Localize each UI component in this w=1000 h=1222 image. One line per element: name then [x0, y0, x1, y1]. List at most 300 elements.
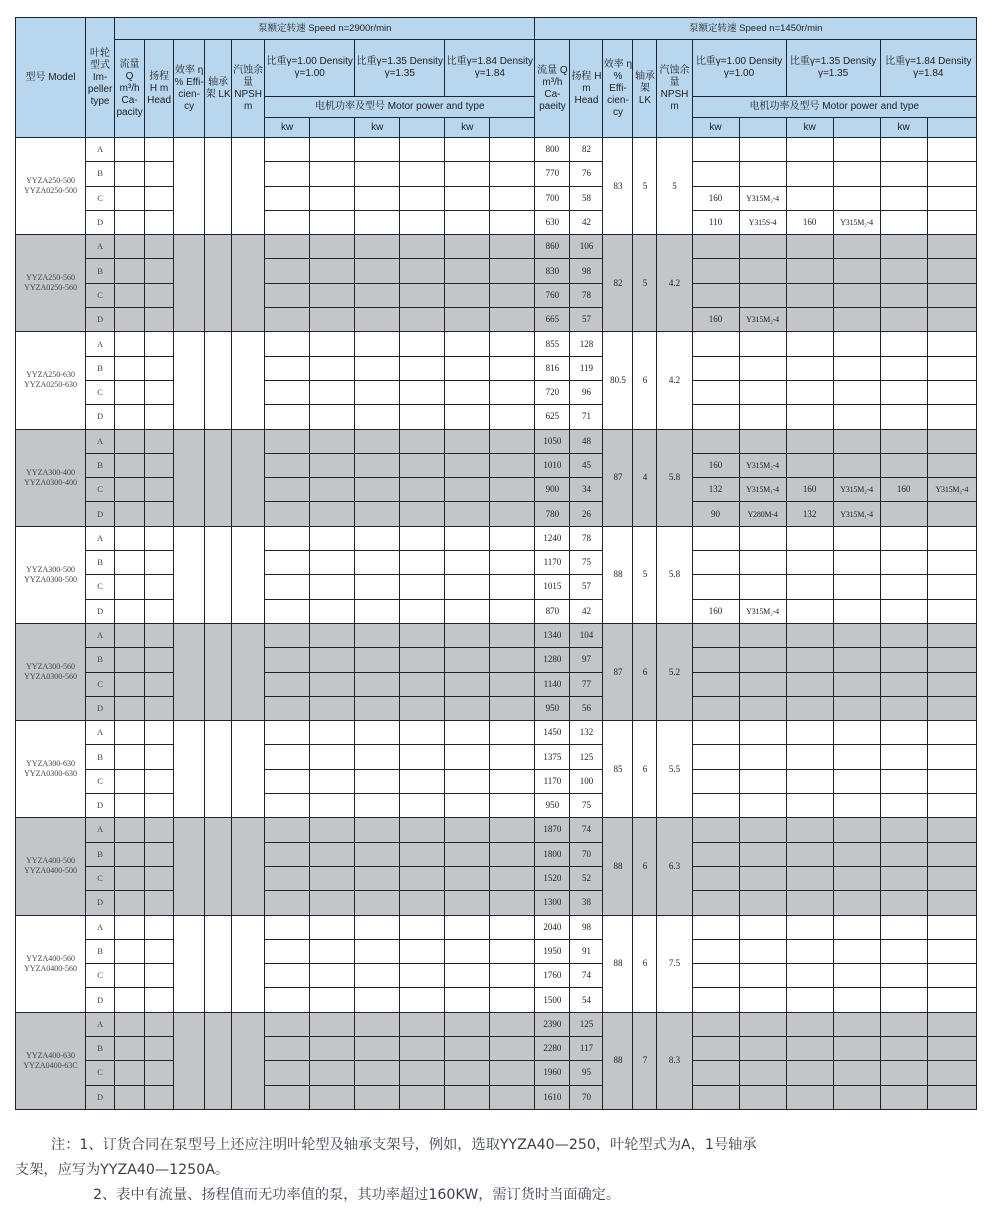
motor-2900-cell: [400, 939, 445, 963]
motor-2900-cell: [490, 769, 535, 793]
head-2900-cell: [145, 186, 174, 210]
capacity-1450-cell: 1170: [535, 551, 570, 575]
motor-2900-cell: [310, 599, 355, 623]
impeller-cell: A: [86, 235, 115, 259]
motor-kw-1450-cell: [880, 1012, 927, 1036]
motor-2900-cell: [310, 672, 355, 696]
impeller-cell: B: [86, 745, 115, 769]
header-density-184-1450: 比重γ=1.84 Density γ=1.84: [880, 40, 976, 97]
motor-2900-cell: [445, 1012, 490, 1036]
capacity-2900-cell: [115, 308, 145, 332]
head-1450-cell: 106: [570, 235, 603, 259]
motor-kw-1450-cell: [786, 721, 833, 745]
capacity-2900-cell: [115, 283, 145, 307]
motor-2900-cell: [445, 842, 490, 866]
motor-2900-cell: [310, 964, 355, 988]
efficiency-2900-cell: [174, 235, 205, 332]
motor-2900-cell: [445, 235, 490, 259]
motor-type-1450-cell: [739, 939, 786, 963]
capacity-2900-cell: [115, 988, 145, 1012]
motor-2900-cell: [310, 380, 355, 404]
head-2900-cell: [145, 259, 174, 283]
motor-kw-1450-cell: [786, 794, 833, 818]
bearing-2900-cell: [205, 526, 232, 623]
head-2900-cell: [145, 672, 174, 696]
motor-2900-cell: [490, 1036, 535, 1060]
motor-2900-cell: [310, 1085, 355, 1109]
motor-2900-cell: [400, 794, 445, 818]
motor-2900-cell: [400, 502, 445, 526]
motor-type-1450-cell: [927, 1085, 976, 1109]
capacity-2900-cell: [115, 429, 145, 453]
motor-2900-cell: [490, 672, 535, 696]
head-2900-cell: [145, 210, 174, 234]
bearing-1450-cell: 5: [633, 235, 657, 332]
motor-kw-1450-cell: [786, 405, 833, 429]
motor-2900-cell: [310, 988, 355, 1012]
npsh-1450-cell: 5.2: [657, 623, 692, 720]
efficiency-1450-cell: 88: [603, 915, 633, 1012]
motor-2900-cell: [400, 1012, 445, 1036]
motor-2900-cell: [445, 818, 490, 842]
impeller-cell: B: [86, 551, 115, 575]
motor-2900-cell: [445, 551, 490, 575]
motor-2900-cell: [400, 186, 445, 210]
motor-2900-cell: [265, 721, 310, 745]
motor-kw-1450-cell: [880, 794, 927, 818]
impeller-cell: C: [86, 283, 115, 307]
motor-2900-cell: [265, 526, 310, 550]
motor-2900-cell: [265, 502, 310, 526]
capacity-1450-cell: 625: [535, 405, 570, 429]
motor-2900-cell: [310, 138, 355, 162]
motor-type-1450-cell: [739, 745, 786, 769]
capacity-1450-cell: 1960: [535, 1061, 570, 1085]
motor-type-1450-cell: [927, 939, 976, 963]
capacity-2900-cell: [115, 623, 145, 647]
model-cell: YYZA300-560 YYZA0300-560: [16, 623, 86, 720]
motor-kw-1450-cell: [786, 915, 833, 939]
motor-type-1450-cell: [927, 915, 976, 939]
motor-type-1450-cell: [833, 162, 880, 186]
motor-2900-cell: [265, 405, 310, 429]
impeller-cell: A: [86, 526, 115, 550]
head-1450-cell: 100: [570, 769, 603, 793]
motor-type-1450-cell: [739, 1036, 786, 1060]
motor-2900-cell: [490, 551, 535, 575]
motor-kw-1450-cell: [692, 672, 739, 696]
capacity-2900-cell: [115, 405, 145, 429]
efficiency-2900-cell: [174, 915, 205, 1012]
motor-2900-cell: [355, 939, 400, 963]
motor-2900-cell: [490, 429, 535, 453]
motor-2900-cell: [445, 672, 490, 696]
motor-2900-cell: [310, 259, 355, 283]
motor-kw-1450-cell: [786, 283, 833, 307]
motor-2900-cell: [400, 526, 445, 550]
motor-2900-cell: [400, 162, 445, 186]
motor-2900-cell: [490, 696, 535, 720]
motor-2900-cell: [265, 648, 310, 672]
motor-2900-cell: [490, 210, 535, 234]
motor-kw-1450-cell: [692, 721, 739, 745]
motor-2900-cell: [265, 891, 310, 915]
motor-type-1450-cell: [927, 1012, 976, 1036]
header-density-135-2900: 比重γ=1.35 Density γ=1.35: [355, 40, 445, 97]
head-2900-cell: [145, 745, 174, 769]
head-2900-cell: [145, 308, 174, 332]
head-2900-cell: [145, 939, 174, 963]
motor-type-1450-cell: Y315M₂-4: [927, 478, 976, 502]
head-1450-cell: 71: [570, 405, 603, 429]
motor-type-1450-cell: [833, 745, 880, 769]
impeller-cell: A: [86, 721, 115, 745]
npsh-2900-cell: [232, 235, 265, 332]
table-row: [16, 721, 977, 745]
motor-kw-1450-cell: [880, 964, 927, 988]
motor-2900-cell: [310, 1061, 355, 1085]
capacity-1450-cell: 1050: [535, 429, 570, 453]
capacity-2900-cell: [115, 210, 145, 234]
motor-kw-1450-cell: [692, 356, 739, 380]
capacity-1450-cell: 950: [535, 794, 570, 818]
motor-2900-cell: [265, 842, 310, 866]
motor-type-1450-cell: [739, 380, 786, 404]
motor-type-1450-cell: [927, 696, 976, 720]
capacity-2900-cell: [115, 1061, 145, 1085]
motor-kw-1450-cell: [692, 818, 739, 842]
motor-2900-cell: [310, 818, 355, 842]
header-type-blank: [739, 118, 786, 138]
capacity-1450-cell: 1280: [535, 648, 570, 672]
model-cell: YYZA400-630 YYZA0400-63C: [16, 1012, 86, 1109]
head-2900-cell: [145, 235, 174, 259]
motor-type-1450-cell: [739, 794, 786, 818]
motor-2900-cell: [445, 356, 490, 380]
motor-type-1450-cell: [833, 235, 880, 259]
motor-type-1450-cell: [739, 1085, 786, 1109]
motor-kw-1450-cell: [692, 623, 739, 647]
motor-type-1450-cell: [833, 939, 880, 963]
head-1450-cell: 58: [570, 186, 603, 210]
motor-kw-1450-cell: [880, 162, 927, 186]
motor-type-1450-cell: [739, 332, 786, 356]
model-cell: YYZA300-630 YYZA0300-630: [16, 721, 86, 818]
motor-2900-cell: [355, 915, 400, 939]
motor-2900-cell: [310, 794, 355, 818]
motor-type-1450-cell: [833, 405, 880, 429]
motor-2900-cell: [400, 138, 445, 162]
impeller-cell: C: [86, 186, 115, 210]
motor-2900-cell: [310, 283, 355, 307]
head-1450-cell: 42: [570, 210, 603, 234]
table-row: [16, 769, 977, 793]
motor-2900-cell: [490, 915, 535, 939]
table-row: [16, 648, 977, 672]
head-1450-cell: 91: [570, 939, 603, 963]
capacity-1450-cell: 770: [535, 162, 570, 186]
motor-2900-cell: [445, 915, 490, 939]
model-cell: YYZA400-500 YYZA0400-500: [16, 818, 86, 915]
motor-2900-cell: [400, 988, 445, 1012]
motor-2900-cell: [445, 405, 490, 429]
table-body: [16, 138, 977, 1110]
table-row: [16, 162, 977, 186]
header-kw-2900-2: kw: [355, 118, 400, 138]
capacity-2900-cell: [115, 380, 145, 404]
head-1450-cell: 97: [570, 648, 603, 672]
capacity-1450-cell: 1520: [535, 866, 570, 890]
motor-2900-cell: [310, 526, 355, 550]
motor-type-1450-cell: Y315M₂-4: [739, 186, 786, 210]
motor-2900-cell: [265, 964, 310, 988]
motor-kw-1450-cell: [880, 915, 927, 939]
motor-kw-1450-cell: [786, 939, 833, 963]
header-kw-2900-3: kw: [445, 118, 490, 138]
motor-type-1450-cell: [739, 235, 786, 259]
motor-type-1450-cell: [833, 356, 880, 380]
efficiency-2900-cell: [174, 138, 205, 235]
motor-type-1450-cell: [927, 721, 976, 745]
capacity-2900-cell: [115, 356, 145, 380]
capacity-2900-cell: [115, 891, 145, 915]
header-speed-2900: 泵额定转速 Speed n=2900r/min: [115, 18, 535, 40]
pump-performance-table-container: [15, 17, 977, 1110]
motor-2900-cell: [310, 745, 355, 769]
table-row: [16, 526, 977, 550]
motor-2900-cell: [265, 866, 310, 890]
motor-2900-cell: [400, 259, 445, 283]
model-cell: YYZA300-500 YYZA0300-500: [16, 526, 86, 623]
head-1450-cell: 119: [570, 356, 603, 380]
motor-kw-1450-cell: [880, 453, 927, 477]
head-2900-cell: [145, 429, 174, 453]
motor-2900-cell: [445, 429, 490, 453]
motor-2900-cell: [400, 405, 445, 429]
motor-2900-cell: [310, 235, 355, 259]
motor-2900-cell: [310, 891, 355, 915]
motor-kw-1450-cell: [880, 696, 927, 720]
impeller-cell: D: [86, 794, 115, 818]
head-2900-cell: [145, 891, 174, 915]
table-row: [16, 891, 977, 915]
motor-type-1450-cell: [927, 1036, 976, 1060]
motor-2900-cell: [265, 235, 310, 259]
motor-2900-cell: [355, 1085, 400, 1109]
motor-2900-cell: [490, 745, 535, 769]
motor-2900-cell: [355, 891, 400, 915]
table-row: [16, 745, 977, 769]
motor-2900-cell: [310, 939, 355, 963]
capacity-2900-cell: [115, 818, 145, 842]
motor-2900-cell: [445, 648, 490, 672]
motor-2900-cell: [355, 1061, 400, 1085]
motor-type-1450-cell: [927, 283, 976, 307]
motor-type-1450-cell: [927, 380, 976, 404]
header-motor-1450: 电机功率及型号 Motor power and type: [692, 97, 977, 118]
motor-type-1450-cell: Y315M₁-4: [833, 502, 880, 526]
header-density-184-2900: 比重γ=1.84 Density γ=1.84: [445, 40, 535, 97]
motor-kw-1450-cell: [786, 186, 833, 210]
head-2900-cell: [145, 818, 174, 842]
efficiency-1450-cell: 85: [603, 721, 633, 818]
capacity-2900-cell: [115, 721, 145, 745]
motor-2900-cell: [490, 964, 535, 988]
motor-2900-cell: [400, 478, 445, 502]
motor-type-1450-cell: [833, 623, 880, 647]
impeller-cell: C: [86, 964, 115, 988]
impeller-cell: A: [86, 138, 115, 162]
motor-2900-cell: [490, 818, 535, 842]
head-2900-cell: [145, 380, 174, 404]
motor-kw-1450-cell: [786, 1085, 833, 1109]
motor-kw-1450-cell: [880, 745, 927, 769]
motor-type-1450-cell: [927, 526, 976, 550]
motor-2900-cell: [355, 672, 400, 696]
head-1450-cell: 34: [570, 478, 603, 502]
bearing-2900-cell: [205, 915, 232, 1012]
motor-kw-1450-cell: [692, 429, 739, 453]
motor-kw-1450-cell: [786, 818, 833, 842]
header-npsh-2900: 汽蚀余量 NPSH m: [232, 40, 265, 138]
motor-type-1450-cell: Y315M₂-4: [739, 308, 786, 332]
head-2900-cell: [145, 138, 174, 162]
head-2900-cell: [145, 502, 174, 526]
motor-type-1450-cell: [833, 526, 880, 550]
head-2900-cell: [145, 988, 174, 1012]
capacity-2900-cell: [115, 575, 145, 599]
motor-kw-1450-cell: [786, 648, 833, 672]
motor-type-1450-cell: [927, 502, 976, 526]
motor-2900-cell: [355, 356, 400, 380]
head-1450-cell: 76: [570, 162, 603, 186]
motor-2900-cell: [355, 138, 400, 162]
bearing-2900-cell: [205, 235, 232, 332]
motor-type-1450-cell: [927, 623, 976, 647]
motor-2900-cell: [355, 648, 400, 672]
motor-2900-cell: [265, 210, 310, 234]
bearing-1450-cell: 7: [633, 1012, 657, 1109]
motor-2900-cell: [400, 964, 445, 988]
capacity-1450-cell: 665: [535, 308, 570, 332]
impeller-cell: C: [86, 1061, 115, 1085]
npsh-2900-cell: [232, 1012, 265, 1109]
motor-kw-1450-cell: [786, 1012, 833, 1036]
header-efficiency-1450: 效率 η % Effi-cien-cy: [603, 40, 633, 138]
motor-kw-1450-cell: [880, 526, 927, 550]
motor-kw-1450-cell: 160: [880, 478, 927, 502]
table-row: [16, 356, 977, 380]
motor-type-1450-cell: [739, 769, 786, 793]
motor-2900-cell: [490, 356, 535, 380]
motor-type-1450-cell: [739, 696, 786, 720]
table-row: [16, 672, 977, 696]
motor-type-1450-cell: [739, 526, 786, 550]
capacity-2900-cell: [115, 526, 145, 550]
head-2900-cell: [145, 599, 174, 623]
header-kw-1450-2: kw: [786, 118, 833, 138]
motor-2900-cell: [355, 259, 400, 283]
motor-2900-cell: [400, 599, 445, 623]
motor-2900-cell: [355, 210, 400, 234]
capacity-2900-cell: [115, 964, 145, 988]
header-head-2900: 扬程 H m Head: [145, 40, 174, 138]
note-1-line-1: 注：1、订货合同在泵型号上还应注明叶轮型及轴承支架号，例如，选取YYZA40—250，叶轮型式为A，1号轴承: [51, 1137, 757, 1153]
motor-kw-1450-cell: [692, 794, 739, 818]
capacity-2900-cell: [115, 235, 145, 259]
motor-kw-1450-cell: [880, 1061, 927, 1085]
motor-2900-cell: [400, 1036, 445, 1060]
capacity-2900-cell: [115, 1012, 145, 1036]
motor-kw-1450-cell: [786, 429, 833, 453]
motor-2900-cell: [445, 696, 490, 720]
capacity-2900-cell: [115, 551, 145, 575]
bearing-1450-cell: 6: [633, 623, 657, 720]
capacity-1450-cell: 2280: [535, 1036, 570, 1060]
bearing-2900-cell: [205, 429, 232, 526]
motor-2900-cell: [400, 380, 445, 404]
motor-kw-1450-cell: 160: [692, 186, 739, 210]
impeller-cell: B: [86, 162, 115, 186]
bearing-2900-cell: [205, 721, 232, 818]
motor-2900-cell: [445, 939, 490, 963]
motor-2900-cell: [490, 1061, 535, 1085]
motor-kw-1450-cell: [880, 672, 927, 696]
motor-kw-1450-cell: 160: [786, 478, 833, 502]
motor-2900-cell: [265, 623, 310, 647]
head-1450-cell: 96: [570, 380, 603, 404]
header-type-blank: [400, 118, 445, 138]
motor-kw-1450-cell: [786, 696, 833, 720]
capacity-1450-cell: 800: [535, 138, 570, 162]
motor-type-1450-cell: [833, 964, 880, 988]
motor-kw-1450-cell: [692, 915, 739, 939]
motor-2900-cell: [355, 794, 400, 818]
motor-2900-cell: [310, 308, 355, 332]
motor-2900-cell: [355, 283, 400, 307]
motor-kw-1450-cell: [692, 866, 739, 890]
motor-2900-cell: [310, 769, 355, 793]
capacity-1450-cell: 870: [535, 599, 570, 623]
capacity-1450-cell: 1450: [535, 721, 570, 745]
notes: [15, 1133, 985, 1208]
motor-kw-1450-cell: [880, 356, 927, 380]
model-cell: YYZA250-560 YYZA0250-560: [16, 235, 86, 332]
header-density-135-1450: 比重γ=1.35 Density γ=1.35: [786, 40, 880, 97]
capacity-1450-cell: 855: [535, 332, 570, 356]
motor-type-1450-cell: [833, 283, 880, 307]
motor-kw-1450-cell: [880, 502, 927, 526]
motor-kw-1450-cell: [880, 575, 927, 599]
head-1450-cell: 75: [570, 794, 603, 818]
motor-2900-cell: [355, 842, 400, 866]
capacity-2900-cell: [115, 186, 145, 210]
impeller-cell: B: [86, 939, 115, 963]
capacity-1450-cell: 1015: [535, 575, 570, 599]
capacity-2900-cell: [115, 915, 145, 939]
motor-kw-1450-cell: [786, 964, 833, 988]
capacity-1450-cell: 700: [535, 186, 570, 210]
impeller-cell: D: [86, 405, 115, 429]
motor-2900-cell: [445, 453, 490, 477]
capacity-1450-cell: 760: [535, 283, 570, 307]
head-1450-cell: 82: [570, 138, 603, 162]
motor-type-1450-cell: [833, 380, 880, 404]
motor-2900-cell: [445, 186, 490, 210]
motor-type-1450-cell: [927, 599, 976, 623]
motor-2900-cell: [310, 453, 355, 477]
capacity-1450-cell: 1010: [535, 453, 570, 477]
